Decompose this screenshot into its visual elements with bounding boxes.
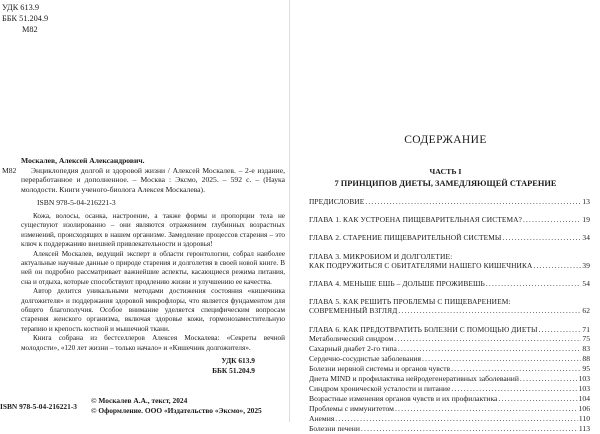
abstract-paragraph: Автор делится уникальными методами достижения состояния «кишечника долгожителя» и поддержания здоровой микрофлоры, что является фундаментом для общего благополучия. Особое внимание уделяется специфическим вопросам старения женского организма, включая здоровье кожи, гормонозаместительную терапию и крепость костной и мышечной ткани. xyxy=(21,287,285,333)
toc-entry-label: ГЛАВА 1. КАК УСТРОЕНА ПИЩЕВАРИТЕЛЬНАЯ СИСТЕМА? xyxy=(309,215,522,225)
bbk-code: ББК 51.204.9 xyxy=(212,365,255,375)
toc-entry-label: ГЛАВА 2. СТАРЕНИЕ ПИЩЕВАРИТЕЛЬНОЙ СИСТЕМЫ xyxy=(309,233,502,243)
toc-entry-label: Проблемы с иммунитетом xyxy=(309,403,394,413)
toc-page-number: 75 xyxy=(582,333,590,343)
leader-dots xyxy=(335,414,578,424)
leader-dots xyxy=(520,374,578,384)
toc-page-number: 113 xyxy=(578,423,590,433)
toc-subentry[interactable] xyxy=(309,404,590,414)
toc-chapter-entry[interactable] xyxy=(309,233,590,242)
toc-subentry[interactable] xyxy=(309,364,590,374)
toc-subsections xyxy=(309,334,590,434)
leader-dots xyxy=(486,279,582,288)
copyright-design: © Оформление. ООО «Издательство «Эксмо», 2025 xyxy=(91,406,262,415)
toc-entry-label-line1: ГЛАВА 3. МИКРОБИОМ И ДОЛГОЛЕТИЕ: xyxy=(309,251,453,261)
bbk-code: ББК 51.204.9 xyxy=(2,14,49,23)
toc-page-number: 95 xyxy=(582,363,590,373)
abstract-paragraph: Книга собрана из бестселлеров Алексея Москалева: «Секреты вечной молодости», «120 лет жизни – только начало» и «Кишечник долгожителя». xyxy=(21,334,285,352)
part-label: ЧАСТЬ I xyxy=(429,167,462,176)
toc-page-number: 71 xyxy=(582,324,590,334)
toc-entry-label: КАК ПОДРУЖИТЬСЯ С ОБИТАТЕЛЯМИ НАШЕГО КИШЕЧНИКА xyxy=(309,260,533,270)
leader-dots xyxy=(523,215,581,224)
description-text: Энциклопедия долгой и здоровой жизни / Алексей Москалев. – 2-е издание, переработанное и дополненное. – Москва : Эксмо, 2025. – 592 с. – (Наука молодости. Книги ученого-биолога Алексея Москалева). xyxy=(21,165,285,194)
book-abstract xyxy=(2,212,285,353)
author-sign: М82 xyxy=(22,25,38,34)
toc-subentry[interactable] xyxy=(309,424,590,434)
toc-entry-label: Сердечно-сосудистые заболевания xyxy=(309,353,421,363)
toc-entry-label: Диета MIND и профилактика нейродегенеративных заболеваний xyxy=(309,373,519,383)
leader-dots xyxy=(394,334,581,344)
toc-entry-label: ПРЕДИСЛОВИЕ xyxy=(309,197,365,206)
abstract-paragraph: Кожа, волосы, осанка, настроение, а также формы и пропорции тела не существуют изолированно – они являются отражением глубинных возрастных изменений, происходящих в нашем организме. Замедление процессов старения – это ключ к поддержанию внешней привлекательности и здоровья! xyxy=(21,211,285,249)
toc-entry-label: Возрастные изменения органов чувств и их профилактика xyxy=(309,393,498,403)
footer-isbn: ISBN 978-5-04-216221-3 xyxy=(0,402,77,411)
leader-dots xyxy=(539,325,582,334)
toc-subentry[interactable] xyxy=(309,344,590,354)
toc-entry-label: Анемия xyxy=(309,413,335,423)
toc-entry-label: Сахарный диабет 2-го типа xyxy=(309,343,397,353)
isbn-line: ISBN 978-5-04-216221-3 xyxy=(37,198,116,208)
udk-code: УДК 613.9 xyxy=(2,3,39,12)
toc-chapter-entry[interactable] xyxy=(309,279,590,288)
toc-chapter-entry[interactable] xyxy=(309,215,590,224)
leader-dots xyxy=(451,384,577,394)
leader-dots xyxy=(361,424,578,434)
author-heading: Москалев, Алексей Александрович. xyxy=(21,156,145,165)
classification-codes-top xyxy=(2,2,48,35)
catalog-card xyxy=(2,156,285,375)
toc-subentry[interactable] xyxy=(309,354,590,364)
toc-page-number: 88 xyxy=(582,353,590,363)
classification-codes-bottom xyxy=(2,356,285,375)
toc-chapter-entry[interactable] xyxy=(309,325,590,334)
leader-dots xyxy=(533,261,581,270)
toc-page-number: 103 xyxy=(578,383,590,393)
toc-subentry[interactable] xyxy=(309,394,590,404)
bibliographic-description xyxy=(2,166,285,195)
toc-chapter-entry[interactable] xyxy=(309,197,590,206)
toc-subentry[interactable] xyxy=(309,334,590,344)
toc-chapter-entry[interactable] xyxy=(309,297,590,315)
toc-entry-label: ГЛАВА 6. КАК ПРЕДОТВРАТИТЬ БОЛЕЗНИ С ПОМОЩЬЮ ДИЕТЫ xyxy=(309,324,538,334)
toc-page-number: 39 xyxy=(582,260,590,270)
toc-page-number: 106 xyxy=(578,403,590,413)
toc-page-number: 13 xyxy=(582,197,590,206)
toc-entry-label: СОВРЕМЕННЫЙ ВЗГЛЯД xyxy=(309,306,398,316)
toc-page-number: 19 xyxy=(582,215,590,225)
toc-title: СОДЕРЖАНИЕ xyxy=(404,134,487,146)
copyright-block xyxy=(91,396,262,416)
toc-entry-label: Метаболический синдром xyxy=(309,333,394,343)
toc-chapter-entry[interactable] xyxy=(309,252,590,270)
toc-subentry[interactable] xyxy=(309,414,590,424)
toc-page-number: 110 xyxy=(578,413,590,423)
toc-page-number: 83 xyxy=(582,343,590,353)
toc-subentry[interactable] xyxy=(309,384,590,394)
abstract-paragraph: Алексей Москалев, ведущий эксперт в области геронтологии, собрал наиболее актуальные научные данные о природе старения и долголетия в своей новой книге. В ней он подробно рассматривает важнейшие аспекты, касающиеся режима питания, сна и отдыха, которые способствуют продлению жизни и улучшению ее качества. xyxy=(21,249,285,286)
toc-entry-label: Синдром хронической усталости и питание xyxy=(309,383,451,393)
toc-entry-label: Болезни печени xyxy=(309,423,360,433)
leader-dots xyxy=(451,364,581,374)
page-gutter-divider xyxy=(289,0,290,422)
toc-entry-label: Болезни нервной системы и органов чувств xyxy=(309,363,451,373)
contents-page xyxy=(291,0,600,433)
toc-entry-label-line1: ГЛАВА 5. КАК РЕШИТЬ ПРОБЛЕМЫ С ПИЩЕВАРЕНИЕМ: xyxy=(309,297,511,307)
toc-entry-label: ГЛАВА 4. МЕНЬШЕ ЕШЬ – ДОЛЬШЕ ПРОЖИВЕШЬ xyxy=(309,279,485,289)
leader-dots xyxy=(395,404,578,414)
toc-page-number: 104 xyxy=(578,393,590,403)
toc-page-number: 34 xyxy=(582,233,590,243)
leader-dots xyxy=(398,344,582,354)
leader-dots xyxy=(398,306,581,315)
author-sign-inline: М82 xyxy=(2,165,17,175)
part-title: 7 ПРИНЦИПОВ ДИЕТЫ, ЗАМЕДЛЯЮЩЕЙ СТАРЕНИЕ xyxy=(334,179,557,188)
imprint-page xyxy=(0,0,289,422)
leader-dots xyxy=(422,354,581,364)
toc-page-number: 62 xyxy=(582,306,590,316)
leader-dots xyxy=(502,233,581,242)
table-of-contents xyxy=(309,193,590,434)
udk-code: УДК 613.9 xyxy=(221,356,255,366)
leader-dots xyxy=(498,394,577,404)
copyright-text: © Москалев А.А., текст, 2024 xyxy=(91,396,188,405)
toc-subentry[interactable] xyxy=(309,374,590,384)
toc-page-number: 54 xyxy=(582,279,590,289)
toc-page-number: 103 xyxy=(578,373,590,383)
leader-dots xyxy=(365,197,581,206)
